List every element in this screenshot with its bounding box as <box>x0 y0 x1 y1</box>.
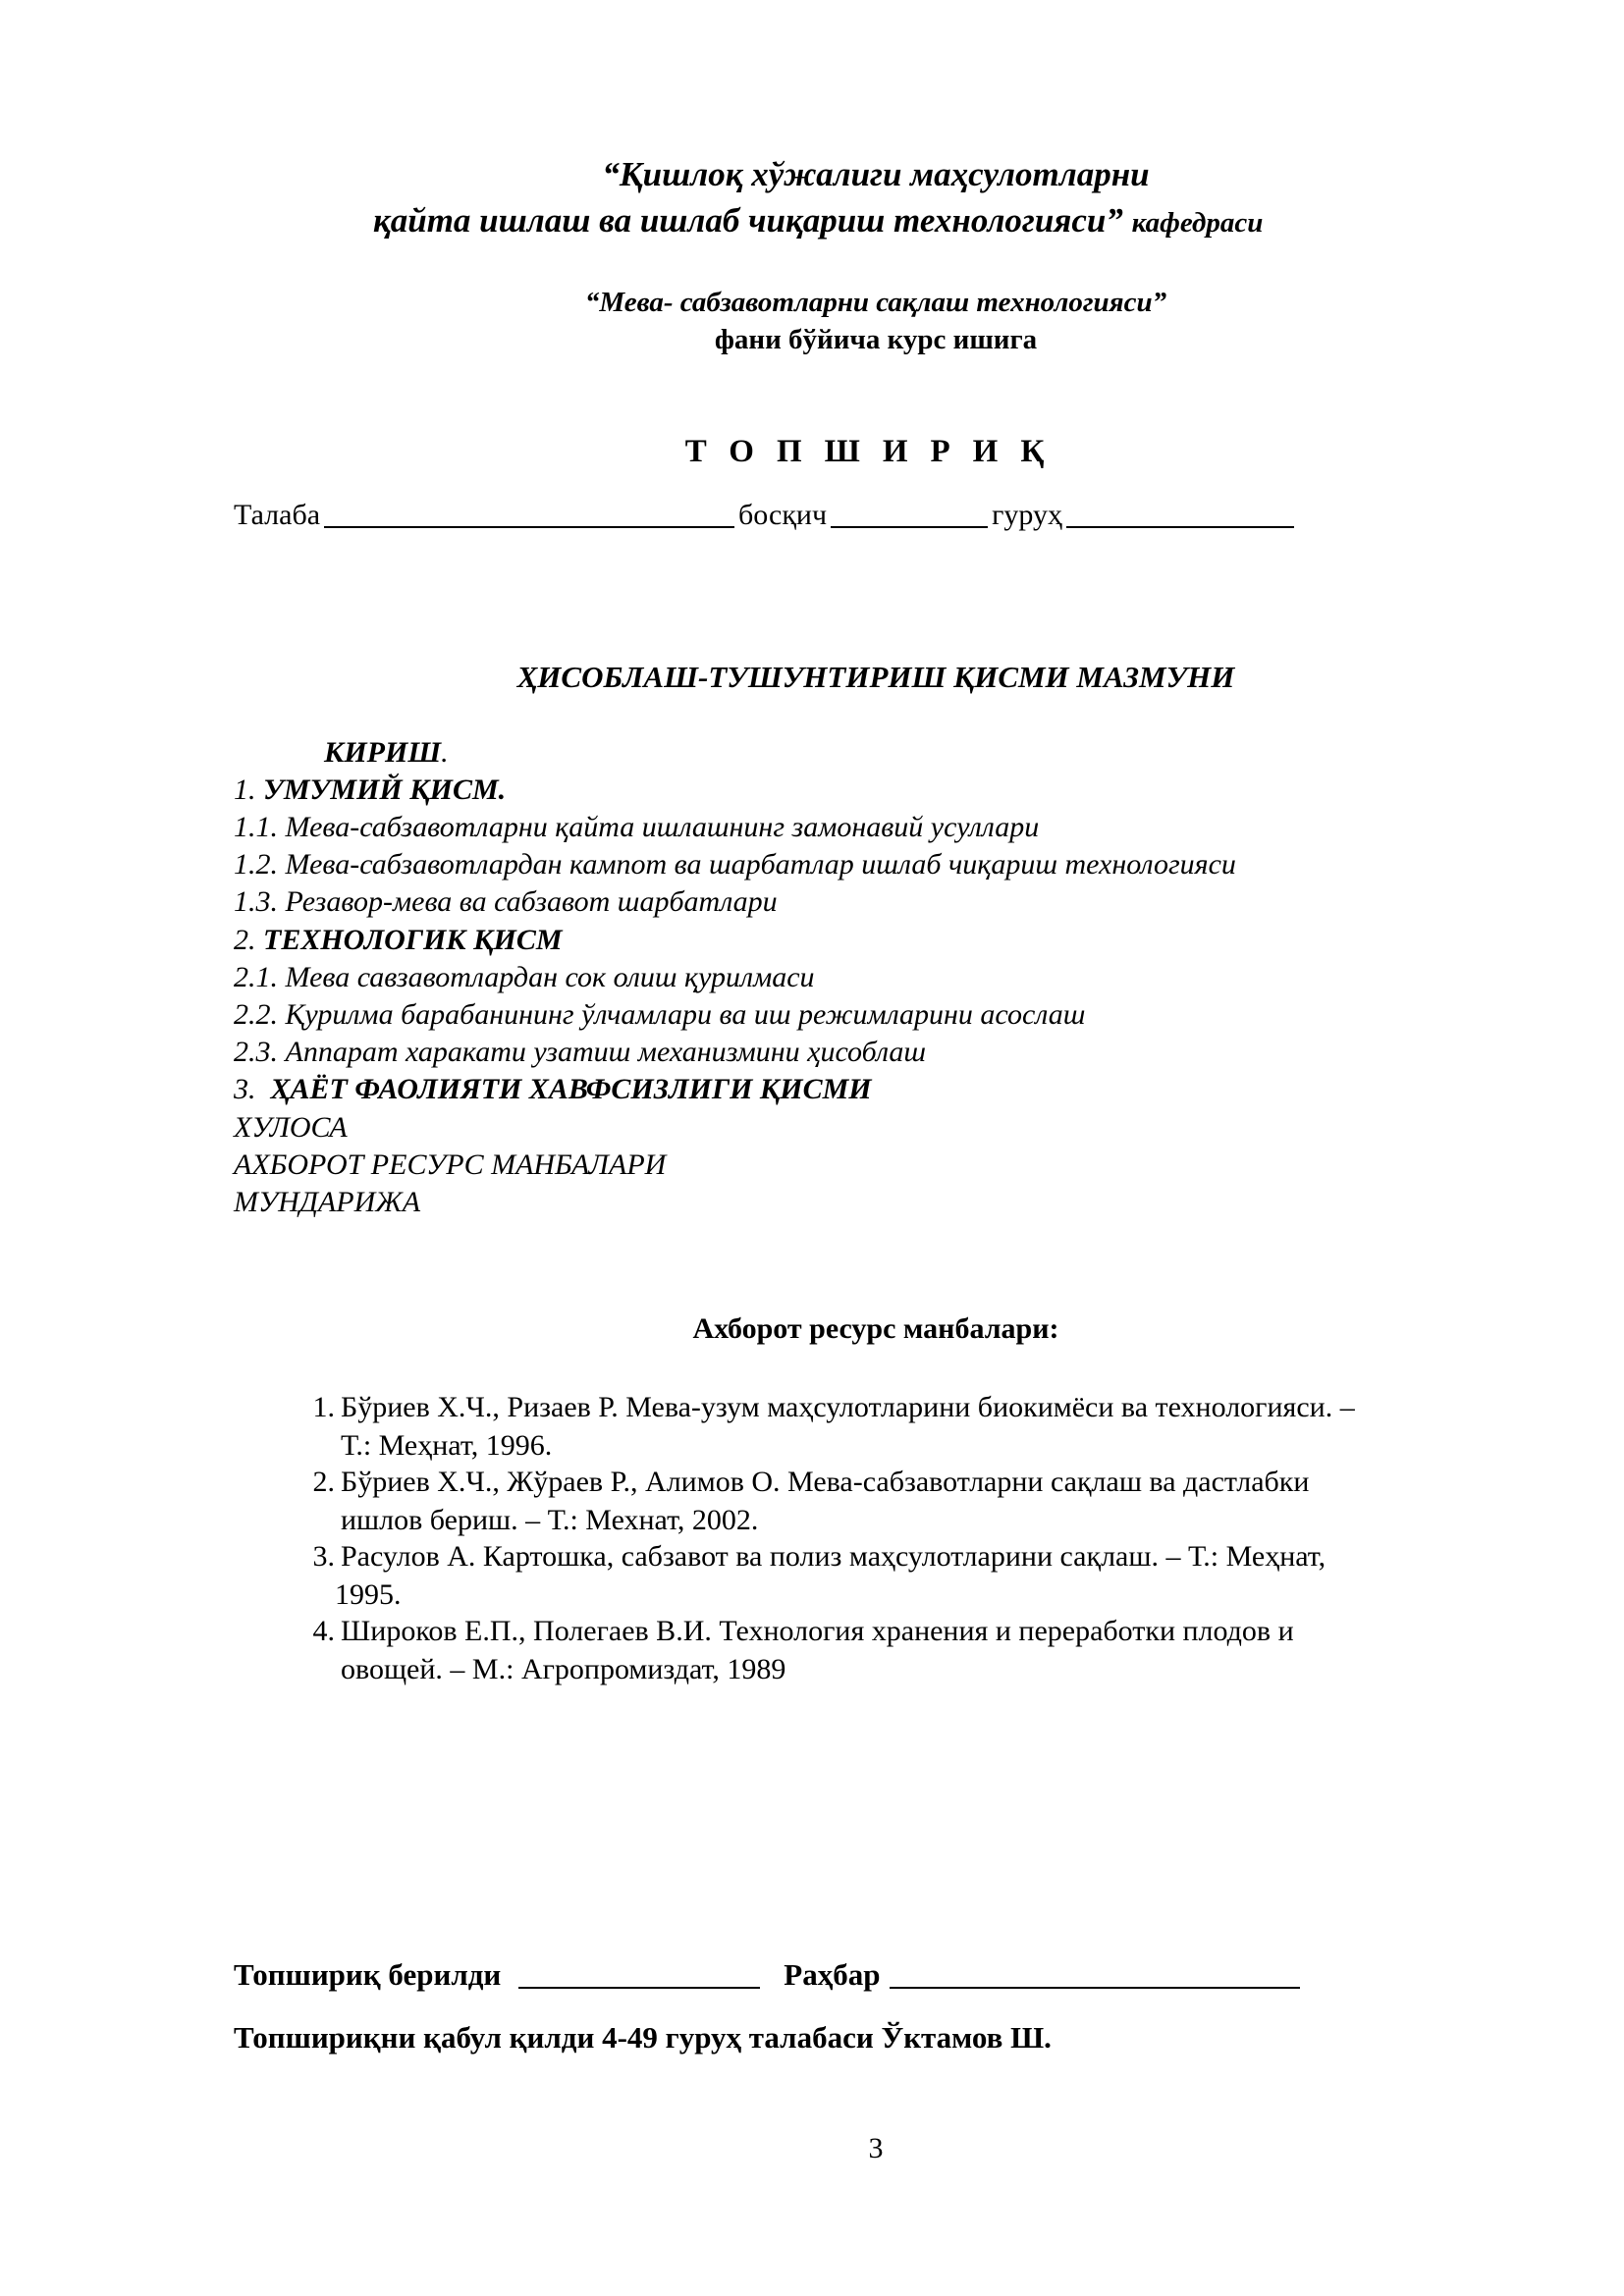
department-title-line1: “Қишлоқ хўжалиги маҳсулотларни <box>602 155 1150 193</box>
reference-item: 2. Бўриев Х.Ч., Жўраев Р., Алимов О. Мева-сабзавотларни сақлаш ва дастлабки ишлов бериш. – Т.: Мехнат, 2002. <box>312 1466 1310 1536</box>
contents-title: ҲИСОБЛАШ-ТУШУНТИРИШ ҚИСМИ МАЗМУНИ <box>516 660 1235 694</box>
group-label: гуруҳ <box>992 499 1062 531</box>
toc-item-conclusion: ХУЛОСА <box>234 1111 348 1144</box>
toc-item-1-3: 1.3. Резавор-мева ва сабзавот шарбатлари <box>234 885 778 918</box>
reference-item: 1. Бўриев Х.Ч., Ризаев Р. Мева-узум маҳсулотларини биокимёси ва технологияси. – Т.: Меҳнат, 1996. <box>312 1391 1355 1462</box>
department-name: қайта ишлаш ва ишлаб чиқариш технологияси” <box>373 201 1123 240</box>
toc-item-1: 1. УМУМИЙ ҚИСМ. <box>234 774 507 806</box>
reference-item: 3. Расулов А. Картошка, сабзавот ва полиз маҳсулотларини сақлаш. – Т.: Меҳнат, 1995. <box>312 1540 1326 1611</box>
task-title: ТОПШИРИҚ <box>684 434 1067 469</box>
stage-label: босқич <box>738 499 828 531</box>
reference-item: 4. Широков Е.П., Полегаев В.И. Технология хранения и переработки плодов и овощей. – М.: Агропромиздат, 1989 <box>312 1615 1294 1685</box>
signature-line <box>234 1957 1304 1993</box>
supervisor-blank[interactable] <box>890 1957 1300 1989</box>
student-label: Талаба <box>234 499 321 531</box>
toc-item-2: 2. ТЕХНОЛОГИК ҚИСМ <box>234 924 563 956</box>
toc-item-2-1: 2.1. Мева савзавотлардан сок олиш қурилмаси <box>234 961 815 993</box>
group-blank[interactable] <box>1066 497 1294 528</box>
toc-item-resources: АХБОРОТ РЕСУРС МАНБАЛАРИ <box>234 1148 667 1181</box>
toc-item-1-2: 1.2. Мева-сабзавотлардан кампот ва шарбатлар ишлаб чиқариш технологияси <box>234 848 1236 881</box>
page-number: 3 <box>868 2132 884 2164</box>
toc-item-2-2: 2.2. Қурилма барабанининг ўлчамлари ва иш режимларини асослаш <box>234 998 1086 1031</box>
subject-subtitle: фани бўйича курс ишига <box>714 324 1038 355</box>
department-title-line2 <box>373 201 1263 240</box>
task-given-label: Топшириқ берилди <box>234 1957 502 1992</box>
stage-blank[interactable] <box>831 497 988 528</box>
student-name-blank[interactable] <box>324 497 734 528</box>
student-info-line <box>234 497 1298 532</box>
toc-item-1-1: 1.1. Мева-сабзавотларни қайта ишлашнинг замонавий усуллари <box>234 811 1040 843</box>
department-suffix: кафедраси <box>1131 207 1264 239</box>
toc-item-contents: МУНДАРИЖА <box>234 1186 421 1218</box>
accepted-line: Топшириқни қабул қилди 4-49 гуруҳ талабаси Ўктамов Ш. <box>234 2020 1052 2055</box>
references-title: Ахборот ресурс манбалари: <box>692 1312 1059 1345</box>
task-given-blank[interactable] <box>518 1957 760 1989</box>
supervisor-label: Раҳбар <box>784 1957 881 1992</box>
toc-item-2-3: 2.3. Аппарат харакати узатиш механизмини ҳисоблаш <box>234 1036 927 1068</box>
toc-item-3: 3. ҲАЁТ ФАОЛИЯТИ ХАВФСИЗЛИГИ ҚИСМИ <box>234 1073 872 1105</box>
subject-title: “Мева- сабзавотларни сақлаш технологияси” <box>584 287 1167 318</box>
toc-item-intro: КИРИШ. <box>324 736 449 769</box>
